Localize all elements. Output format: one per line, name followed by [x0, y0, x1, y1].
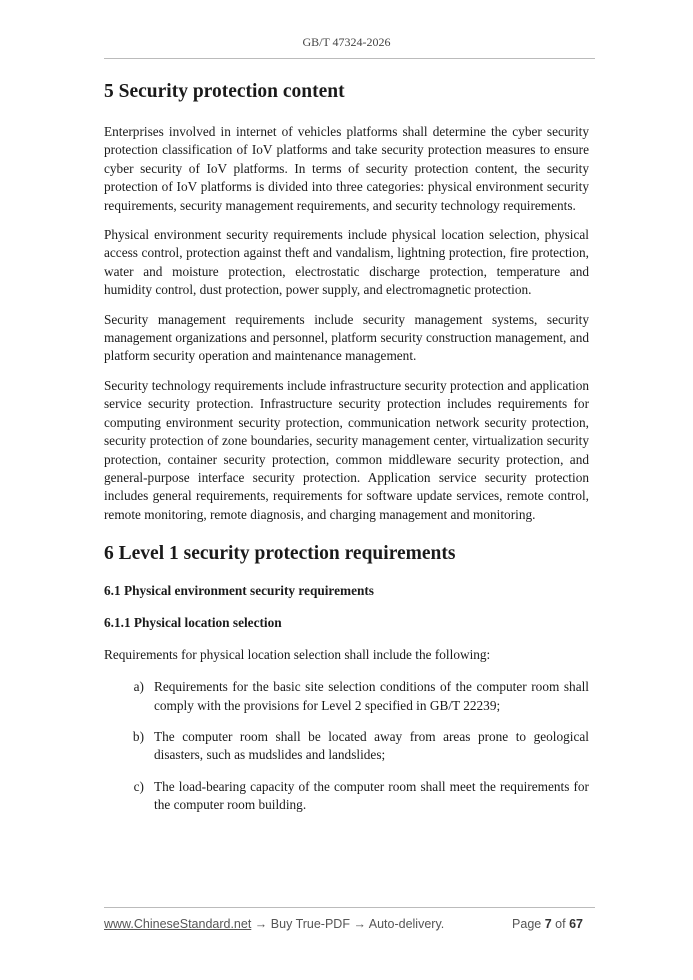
- standard-id: GB/T 47324-2026: [302, 35, 391, 49]
- site-link[interactable]: www.ChineseStandard.net: [104, 917, 252, 931]
- list-item-text: The computer room shall be located away from areas prone to geological disasters, such as mudslides and landslides;: [154, 728, 589, 763]
- arrow-right-icon: →: [353, 917, 366, 931]
- list-item: [104, 678, 589, 715]
- list-item-text: The load-bearing capacity of the computer room shall meet the requirements for the computer room building.: [154, 778, 589, 813]
- page-number: [512, 917, 583, 931]
- document-body: [104, 80, 589, 828]
- page-label: Page: [512, 917, 542, 931]
- list-item: [104, 728, 589, 765]
- paragraph: Physical environment security requirements include physical location selection, physical access control, protection against theft and vandalism, lightning protection, fire protection, water and moisture protection, electrostatic discharge protection, temperature and humidity control, dust protection, power supply, and electromagnetic protection.: [104, 227, 589, 298]
- list-marker: a): [133, 679, 144, 695]
- paragraph: Enterprises involved in internet of vehicles platforms shall determine the cyber security protection classification of IoV platforms and take security protection measures to ensure cyber security of IoV platforms. In terms of security protection content, the security protection of IoV platforms is divided into three categories: physical environment security requirements, security management requirements, and security technology requirements.: [104, 124, 589, 213]
- header-divider: [104, 58, 595, 59]
- page-of: of: [555, 917, 566, 931]
- list-intro: Requirements for physical location selection shall include the following:: [104, 647, 491, 663]
- paragraph: Security management requirements include security management systems, security management organizations and personnel, platform security construction management, and platform security operation and maintenance management.: [104, 311, 589, 364]
- page-footer: [104, 917, 583, 931]
- page-current: 7: [544, 917, 552, 931]
- section-5-heading: 5 Security protection content: [104, 81, 345, 102]
- list-item: [104, 778, 589, 815]
- delivery-text: Auto-delivery.: [368, 917, 445, 931]
- arrow-right-icon: →: [254, 917, 268, 931]
- page-header: [0, 35, 693, 50]
- footer-divider: [104, 907, 595, 908]
- page-total: 67: [569, 917, 583, 931]
- subsection-6-1-heading: 6.1 Physical environment security requirements: [104, 583, 374, 599]
- paragraph: Security technology requirements include infrastructure security protection and application service security protection. Infrastructure security protection includes requirements for computing environment security protection, communication network security protection, security protection of zone boundaries, security management center, virtualization security protection, container security protection, common middleware security protection, and general-purpose interface security protection. Application service security protection includes general requirements, requirements for software update services, remote control, remote monitoring, remote diagnosis, and charging management and monitoring.: [104, 377, 589, 522]
- section-6-heading: 6 Level 1 security protection requirements: [104, 543, 456, 565]
- buy-text: Buy True-PDF: [270, 917, 350, 931]
- requirements-list: [104, 678, 589, 814]
- list-marker: b): [132, 728, 144, 744]
- footer-promo: [104, 917, 444, 931]
- list-marker: c): [133, 778, 144, 794]
- subsection-6-1-1-heading: 6.1.1 Physical location selection: [104, 615, 282, 631]
- list-item-text: Requirements for the basic site selection conditions of the computer room shall comply with the provisions for Level 2 specified in GB/T 22239;: [154, 679, 589, 713]
